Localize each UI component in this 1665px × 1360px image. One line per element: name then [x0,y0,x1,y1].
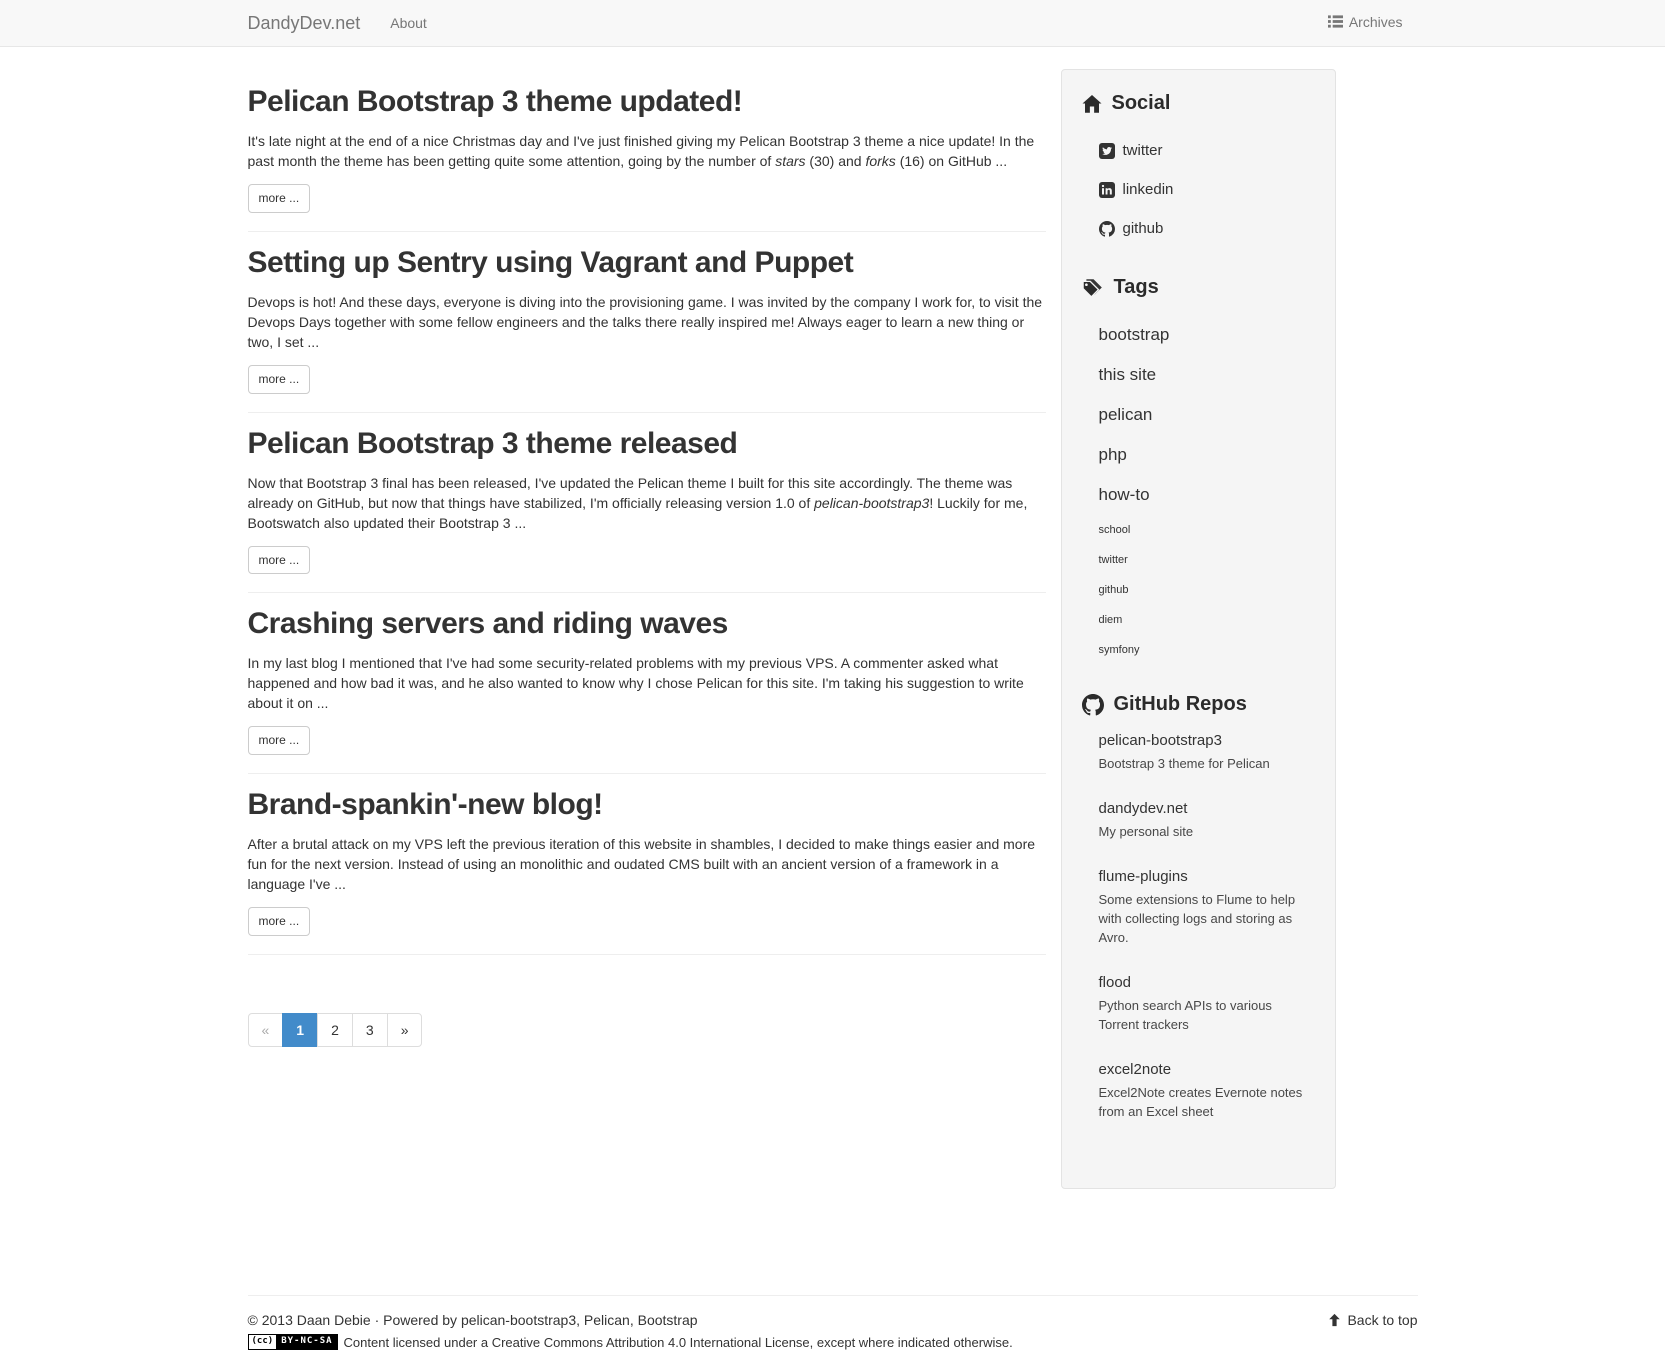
tag-link[interactable]: twitter [1098,554,1128,566]
repo-description: My personal site [1098,824,1194,839]
cc-license-type: BY-NC-SA [277,1335,336,1349]
cc-logo: (cc) [249,1335,278,1349]
tag-link[interactable]: pelican [1098,405,1153,424]
article-title-link[interactable]: Setting up Sentry using Vagrant and Puppet [247,245,854,279]
tags-heading [1082,276,1315,299]
social-link-label: github [1122,220,1164,237]
repo-link[interactable]: flume-plugins [1098,868,1188,885]
repo-description: Excel2Note creates Evernote notes from an Excel sheet [1098,1085,1303,1119]
nav-archives-link[interactable] [1313,14,1418,30]
nav-about-link[interactable]: About [390,15,427,31]
repo-item [1099,800,1315,841]
article-title-link[interactable]: Brand-spankin'-new blog! [247,788,603,822]
article [248,593,1046,774]
social-link-github[interactable] [1099,209,1315,248]
github-icon [1082,694,1104,716]
repo-item [1099,868,1315,947]
article [248,413,1046,594]
linkedin-icon [1099,182,1115,198]
arrow-up-icon [1328,1313,1341,1327]
footer [248,1295,1418,1360]
article-excerpt: Devops is hot! And these days, everyone is diving into the provisioning game. I was invited by the company I work for, to visit the Devops Days together with some fellow engineers and the talks there really inspired me! Always eager to learn a new thing or two, I set ... [247,293,1043,350]
github-icon [1099,221,1115,237]
pagination-next[interactable]: » [387,1013,423,1047]
repo-link[interactable]: excel2note [1098,1061,1172,1078]
article-title-link[interactable]: Pelican Bootstrap 3 theme updated! [247,85,743,118]
repos-heading-label: GitHub Repos [1113,693,1247,715]
repo-item [1099,732,1315,773]
tag-link[interactable]: diem [1098,614,1123,626]
nav-archives-label: Archives [1348,13,1403,30]
repo-description: Bootstrap 3 theme for Pelican [1098,756,1270,771]
tag-link[interactable]: symfony [1098,644,1140,656]
article [248,774,1046,955]
twitter-icon [1099,143,1115,159]
article-excerpt: It's late night at the end of a nice Christmas day and I've just finished giving my Pelican Bootstrap 3 theme a nice update! In the past month the theme has been getting quite some attention, going by the number of stars (30) and forks (16) on GitHub ... [247,133,1035,169]
copyright-text: © 2013 Daan Debie · Powered by pelican-bootstrap3, Pelican, Bootstrap [247,1312,698,1328]
pagination [248,1013,423,1047]
social-link-twitter[interactable] [1099,131,1315,170]
article [248,69,1046,232]
tag-link[interactable]: school [1098,524,1131,536]
tag-link[interactable]: this site [1098,365,1157,384]
social-link-label: linkedin [1122,181,1174,198]
pagination-page-2[interactable]: 2 [317,1013,353,1047]
more-button[interactable]: more ... [248,184,311,213]
brand-link[interactable]: DandyDev.net [247,12,361,33]
home-icon [1082,94,1102,114]
repo-link[interactable]: dandydev.net [1098,800,1188,817]
list-icon [1328,14,1343,29]
back-to-top-link[interactable] [1328,1312,1417,1328]
repo-link[interactable]: flood [1098,974,1132,991]
repos-heading [1082,693,1315,716]
repo-item [1099,1061,1315,1121]
pagination-page-1: 1 [282,1013,318,1047]
pagination-prev: « [248,1013,284,1047]
more-button[interactable]: more ... [248,546,311,575]
license-text: Content licensed under a Creative Commons Attribution 4.0 International License, except where indicated otherwise. [343,1334,1013,1350]
social-heading [1082,92,1315,115]
sidebar-section-social [1082,92,1315,248]
article-list [248,69,1046,1047]
tags-heading-label: Tags [1113,276,1159,298]
pagination-page-3[interactable]: 3 [352,1013,388,1047]
repo-link[interactable]: pelican-bootstrap3 [1098,732,1222,749]
sidebar-section-tags [1082,276,1315,665]
repo-description: Some extensions to Flume to help with collecting logs and storing as Avro. [1098,892,1296,945]
tags-icon [1082,278,1104,298]
repo-item [1099,974,1315,1034]
tag-link[interactable]: github [1098,584,1129,596]
social-link-linkedin[interactable] [1099,170,1315,209]
article-excerpt: After a brutal attack on my VPS left the previous iteration of this website in shambles, I decided to make things easier and more fun for the next version. Instead of using an monolithic and oudated CMS built with an ancient version of a framework in a language I've ... [247,836,1036,893]
article-excerpt: In my last blog I mentioned that I've had some security-related problems with my previous VPS. A commenter asked what happened and how bad it was, and he also wanted to know why I chose Pelican for this site. I'm taking his suggestion to write about it on ... [247,655,1024,712]
article [248,232,1046,413]
sidebar [1061,69,1336,1189]
article-title-link[interactable]: Pelican Bootstrap 3 theme released [247,426,738,460]
article-title-link[interactable]: Crashing servers and riding waves [247,607,728,641]
social-link-label: twitter [1122,142,1163,159]
article-excerpt: Now that Bootstrap 3 final has been released, I've updated the Pelican theme I built for this site accordingly. The theme was already on GitHub, but now that things have stabilized, I'm officially releasing version 1.0 of pelican-bootstrap3! Luckily for me, Bootswatch also updated their Bootstrap 3 ... [247,474,1028,531]
more-button[interactable]: more ... [248,907,311,936]
social-heading-label: Social [1111,92,1171,114]
back-to-top-label: Back to top [1347,1312,1418,1328]
cc-license-badge [248,1334,338,1350]
more-button[interactable]: more ... [248,726,311,755]
repo-description: Python search APIs to various Torrent trackers [1098,998,1272,1032]
tag-link[interactable]: bootstrap [1098,325,1170,344]
sidebar-section-repos [1082,693,1315,1121]
tag-link[interactable]: how-to [1098,485,1150,504]
tag-link[interactable]: php [1098,445,1127,464]
more-button[interactable]: more ... [248,365,311,394]
navbar [0,0,1665,47]
